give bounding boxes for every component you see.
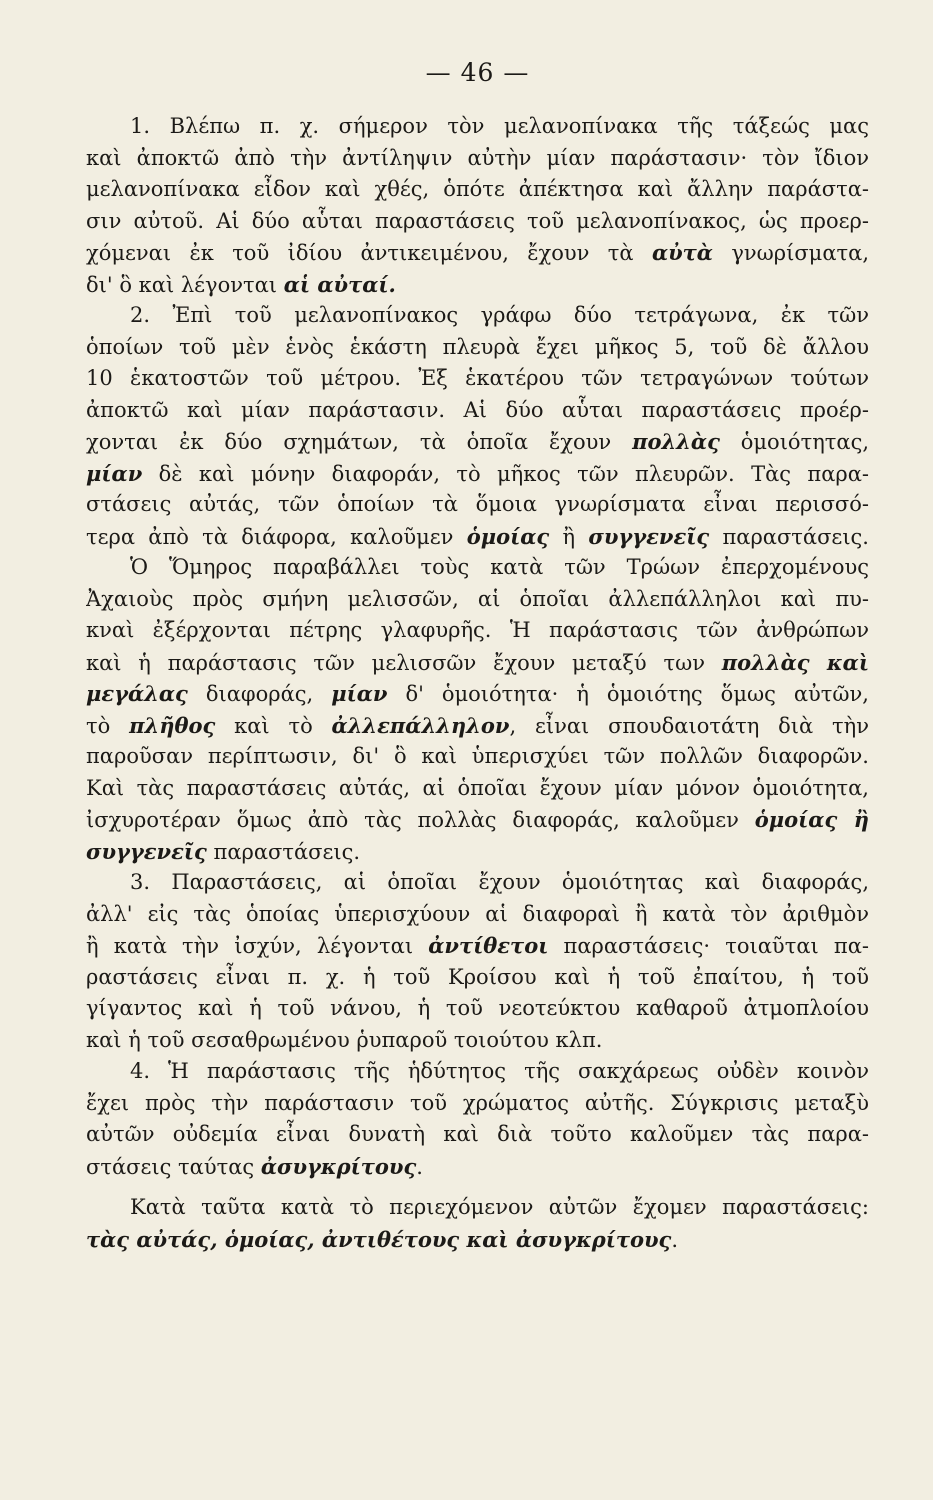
text-line: ἰσχυροτέραν ὅμως ἀπὸ τὰς πολλὰς διαφοράς, καλοῦμεν ὁμοίας ἢ [86,807,869,832]
text-line: μίαν δὲ καὶ μόνην διαφοράν, τὸ μῆκος τῶν πλευρῶν. Τὰς παρα- [86,460,869,486]
text-line: Ἀχαιοὺς πρὸς σμήνη μελισσῶν, αἱ ὁποῖαι ἀλλεπάλληλοι καὶ πυ- [86,586,869,611]
text-line: κναὶ ἐξέρχονται πέτρης γλαφυρῆς. Ἡ παράστασις τῶν ἀνθρώπων [86,618,869,642]
text-line: παροῦσαν περίπτωσιν, δι' ὃ καὶ ὑπερισχύει τῶν πολλῶν διαφορῶν. [86,744,869,768]
emphasis: μεγάλας [86,681,188,706]
emphasis: ἀλλεπάλληλον [331,712,510,738]
text-line: Κατὰ ταῦτα κατὰ τὸ περιεχόμενον αὐτῶν ἔχομεν παραστάσεις: [130,1195,869,1219]
emphasis: τὰς αὐτάς, ὁμοίας, ἀντιθέτους καὶ ἀσυγκρίτους [86,1226,672,1252]
text-line: τὸ πλῆθος καὶ τὸ ἀλλεπάλληλον, εἶναι σπουδαιοτάτη διὰ τὴν [86,712,869,738]
text-line: καὶ ἡ τοῦ σεσαθρωμένου ῥυπαροῦ τοιούτου κλπ. [86,1027,603,1052]
text-line: 2. Ἐπὶ τοῦ μελανοπίνακος γράφω δύο τετράγωνα, ἐκ τῶν [130,303,869,327]
text-line: αὐτῶν οὐδεμία εἶναι δυνατὴ καὶ διὰ τοῦτο καλοῦμεν τὰς παρα- [86,1122,869,1146]
text-line: ἔχει πρὸς τὴν παράστασιν τοῦ χρώματος αὐτῆς. Σύγκρισις μεταξὺ [86,1090,869,1115]
emphasis: συγγενεῖς [588,523,710,549]
text-line: ραστάσεις εἶναι π. χ. ἡ τοῦ Κροίσου καὶ ἡ τοῦ ἐπαίτου, ἡ τοῦ [86,964,869,989]
emphasis: αὐτὰ [651,240,713,265]
emphasis: πλῆθος [129,712,216,738]
emphasis: συγγενεῖς [86,838,207,864]
text-line: τὰς αὐτάς, ὁμοίας, ἀντιθέτους καὶ ἀσυγκρίτους. [86,1226,679,1252]
emphasis: ἀντίθετοι [428,933,549,958]
text-line: μελανοπίνακα εἶδον καὶ χθές, ὁπότε ἀπέκτησα καὶ ἄλλην παράστα- [86,177,869,201]
text-line: ἀλλ' εἰς τὰς ὁποίας ὑπερισχύουν αἱ διαφοραὶ ἢ κατὰ τὸν ἀριθμὸν [86,901,869,926]
emphasis: αἱ αὐταί. [283,271,396,297]
text-line: 3. Παραστάσεις, αἱ ὁποῖαι ἔχουν ὁμοιότητας καὶ διαφοράς, [130,870,869,894]
text-line: ἢ κατὰ τὴν ἰσχύν, λέγονται ἀντίθετοι παραστάσεις· τοιαῦται πα- [86,933,869,958]
page-number: — 46 — [425,58,530,87]
text-line: Καὶ τὰς παραστάσεις αὐτάς, αἱ ὁποῖαι ἔχουν μίαν μόνον ὁμοιότητα, [86,775,869,800]
emphasis: πολλὰς καὶ [721,649,869,675]
paragraph-2 [86,300,869,867]
text-line: στάσεις ταύτας ἀσυγκρίτους. [86,1153,423,1179]
text-line: στάσεις αὐτάς, τῶν ὁποίων τὰ ὅμοια γνωρίσματα εἶναι περισσό- [86,492,869,516]
text-line: γίγαντος καὶ ἡ τοῦ νάνου, ἡ τοῦ νεοτεύκτου καθαροῦ ἀτμοπλοίου [86,996,869,1020]
text-line: καὶ ἀποκτῶ ἀπὸ τὴν ἀντίληψιν αὐτὴν μίαν παράστασιν· τὸν ἴδιον [86,145,869,170]
text-line: χονται ἐκ δύο σχημάτων, τὰ ὁποῖα ἔχουν πολλὰς ὁμοιότητας, [86,429,869,454]
paragraph-1 [86,111,869,300]
emphasis: μίαν [331,681,388,706]
text-line: δι' ὃ καὶ λέγονται αἱ αὐταί. [86,271,396,297]
text-line: τερα ἀπὸ τὰ διάφορα, καλοῦμεν ὁμοίας ἢ συγγενεῖς παραστάσεις. [86,523,869,549]
text-line: καὶ ἡ παράστασις τῶν μελισσῶν ἔχουν μεταξύ των πολλὰς καὶ [86,649,869,675]
paragraph-4 [86,1056,869,1182]
emphasis: ἀσυγκρίτους [260,1153,417,1179]
emphasis: πολλὰς [632,429,720,454]
text-line: 10 ἑκατοστῶν τοῦ μέτρου. Ἐξ ἑκατέρου τῶν τετραγώνων τούτων [86,366,869,390]
text-line: μεγάλας διαφοράς, μίαν δ' ὁμοιότητα· ἡ ὁμοιότης ὅμως αὐτῶν, [86,681,869,706]
text-line: χόμεναι ἐκ τοῦ ἰδίου ἀντικειμένου, ἔχουν τὰ αὐτὰ γνωρίσματα, [86,240,869,265]
text-line: 1. Βλέπω π. χ. σήμερον τὸν μελανοπίνακα τῆς τάξεώς μας [130,114,869,138]
emphasis: μίαν [86,460,143,486]
text-line: ὁποίων τοῦ μὲν ἑνὸς ἑκάστη πλευρὰ ἔχει μῆκος 5, τοῦ δὲ ἄλλου [86,334,869,359]
paragraph-3 [86,867,869,1056]
text-line: 4. Ἡ παράστασις τῆς ἡδύτητος τῆς σακχάρεως οὐδὲν κοινὸν [130,1059,869,1083]
emphasis: ὁμοίας ἢ [754,807,869,832]
text-line: ἀποκτῶ καὶ μίαν παράστασιν. Αἱ δύο αὗται παραστάσεις προέρ- [86,397,869,422]
text-line: σιν αὐτοῦ. Αἱ δύο αὗται παραστάσεις τοῦ μελανοπίνακος, ὡς προερ- [86,208,869,233]
emphasis: ὁμοίας [466,523,550,549]
text-line: συγγενεῖς παραστάσεις. [86,838,361,864]
paragraph-5 [86,1192,869,1255]
text-line: Ὁ Ὅμηρος παραβάλλει τοὺς κατὰ τῶν Τρώων ἐπερχομένους [130,555,869,579]
